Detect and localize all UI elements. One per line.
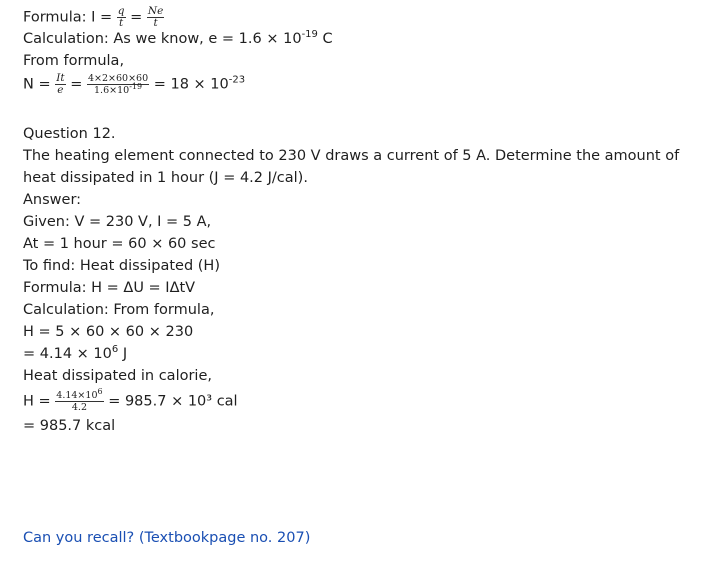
from-formula-line: From formula, [23, 53, 125, 69]
to-find-line: To find: Heat dissipated (H) [23, 258, 220, 274]
fraction-q-over-t: $\frac{q}{t}$ [117, 5, 125, 29]
can-you-recall-link[interactable]: Can you recall? (Textbookpage no. 207) [23, 530, 311, 546]
h-value-line: = $4.14 \times 10^6$ J [23, 344, 128, 362]
fraction-heat-over-j: $\frac{4.14\times 10^6}{4.2}$ [56, 387, 103, 413]
calorie-label: Heat dissipated in calorie, [23, 368, 212, 384]
given-line: Given: V = 230 V, I = 5 A, [23, 214, 212, 230]
formula-h-line: Formula: H = ΔU = IΔtV [23, 280, 196, 296]
fraction-ne-over-t: $\frac{Ne}{t}$ [147, 5, 164, 29]
h-calorie-line: H = $\frac{4.14\times 10^6}{4.2}$ = 985.7 × 10³ cal [23, 387, 238, 413]
h-expression-line: H = 5 × 60 × 60 × 230 [23, 324, 194, 340]
question-text: The heating element connected to 230 V draws a current of 5 A. Determine the amount of heat dissipated in 1 hour (J = 4.2 J/cal). [23, 148, 680, 186]
formula-label: Formula: I = [23, 9, 113, 26]
formula-line: Formula: I = $\frac{q}{t}$ = $\frac{Ne}{t}$ [23, 5, 164, 29]
n-calculation-line: N = $\frac{It}{e}$ = $\frac{4\times 2\times 60\times 60}{1.6\times 10^{-19}}$ = $18 \times 10^{-23}$ [23, 72, 246, 96]
h-kcal-line: = 985.7 kcal [23, 418, 116, 434]
calc-from-formula-line: Calculation: From formula, [23, 302, 215, 318]
calculation-line: Calculation: As we know, $e = 1.6 \times 10^{-19}$ C [23, 29, 333, 47]
answer-label: Answer: [23, 192, 82, 208]
time-line: At = 1 hour = 60 × 60 sec [23, 236, 216, 252]
question-title: Question 12. [23, 126, 116, 142]
fraction-it-over-e: $\frac{It}{e}$ [56, 72, 65, 96]
fraction-n-value: $\frac{4\times 2\times 60\times 60}{1.6\times 10^{-19}}$ [87, 73, 149, 96]
